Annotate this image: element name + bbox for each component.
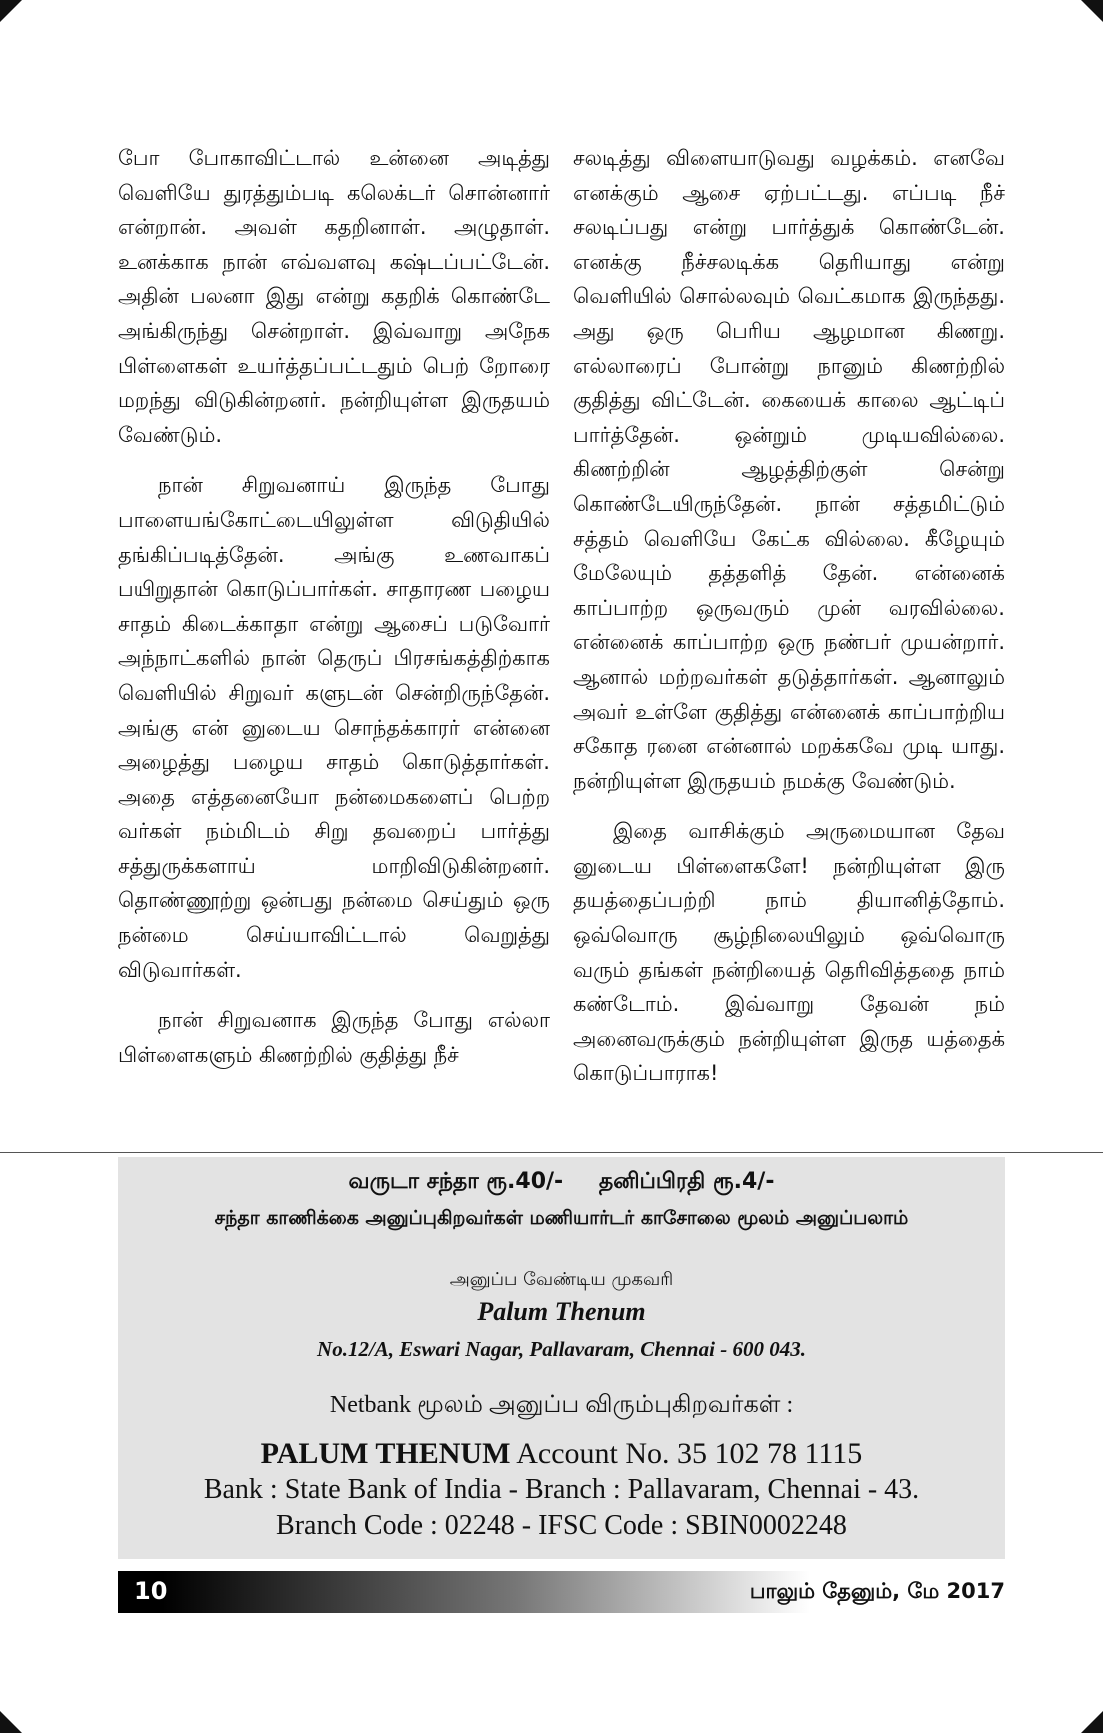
account-name: PALUM THENUM — [260, 1437, 511, 1470]
article-paragraph: நான் சிறுவனாக இருந்த போது எல்லா பிள்ளைகளும் கிணற்றில் குதித்து நீச் — [118, 1008, 550, 1067]
corner-mark-top-right — [1081, 0, 1103, 22]
corner-mark-bottom-right — [1081, 1711, 1103, 1733]
payment-note: சந்தா காணிக்கை அனுப்புகிறவர்கள் மணியார்டர் காசோலை மூலம் அனுப்பலாம் — [214, 1207, 909, 1229]
article-left-column — [118, 141, 550, 1088]
section-divider — [0, 1152, 1103, 1153]
netbank-label: Netbank மூலம் அனுப்ப விரும்புகிறவர்கள் : — [329, 1392, 794, 1418]
page-footer — [118, 1571, 1005, 1613]
article-paragraph: சலடித்து விளையாடுவது வழக்கம். எனவே எனக்கும் ஆசை ஏற்பட்டது. எப்படி நீச் சலடிப்பது என்று பார்த்துக் கொண்டேன். எனக்கு நீச்சலடிக்க தெரியாது என்று வெளியில் சொல்லவும் வெட்கமாக இருந்தது. அது ஒரு பெரிய ஆழமான கிணறு. எல்லாரைப் போன்று நானும் கிணற்றில் குதித்து விட்டேன். கையைக் காலை ஆட்டிப் பார்த்தேன். ஒன்றும் முடியவில்லை. கிணற்றின் ஆழத்திற்குள் சென்று கொண்டேயிருந்தேன். நான் சத்தமிட்டும் சத்தம் வெளியே கேட்க வில்லை. கீழேயும் மேலேயும் தத்தளித் தேன். என்னைக் காப்பாற்ற ஒருவரும் முன் வரவில்லை. என்னைக் காப்பாற்ற ஒரு நண்பர் முயன்றார். ஆனால் மற்றவர்கள் தடுத்தார்கள். ஆனாலும் அவர் உள்ளே குதித்து என்னைக் காப்பாற்றிய சகோத ரனை என்னால் மறக்கவே முடி யாது. நன்றியுள்ள இருதயம் நமக்கு வேண்டும். — [573, 146, 1005, 793]
corner-mark-bottom-left — [0, 1711, 22, 1733]
account-number: Account No. 35 102 78 1115 — [510, 1437, 863, 1470]
article-paragraph: இதை வாசிக்கும் அருமையான தேவ னுடைய பிள்ளைகளே! நன்றியுள்ள இரு தயத்தைப்பற்றி நாம் தியானித்தோம். ஒவ்வொரு சூழ்நிலையிலும் ஒவ்வொரு வரும் தங்கள் நன்றியைத் தெரிவித்ததை நாம் கண்டோம். இவ்வாறு தேவன் நம் அனைவருக்கும் நன்றியுள்ள இருத யத்தைக் கொடுப்பாராக! — [573, 819, 1005, 1086]
organization-name: Palum Thenum — [477, 1297, 646, 1326]
corner-mark-top-left — [0, 0, 22, 22]
page-number: 10 — [134, 1577, 168, 1605]
single-copy-price: தனிப்பிரதி ரூ.4/- — [598, 1169, 775, 1194]
send-to-label: அனுப்ப வேண்டிய முகவரி — [449, 1269, 674, 1290]
annual-subscription: வருடா சந்தா ரூ.40/- — [348, 1169, 564, 1194]
postal-address: No.12/A, Eswari Nagar, Pallavaram, Chennai - 600 043. — [317, 1337, 806, 1361]
account-line — [118, 1437, 1005, 1471]
subscription-box — [118, 1157, 1005, 1559]
bank-details: Bank : State Bank of India - Branch : Pallavaram, Chennai - 43. — [203, 1474, 920, 1505]
journal-issue: பாலும் தேனும், மே 2017 — [749, 1579, 1005, 1603]
article-right-column — [573, 141, 1005, 1107]
article-paragraph: நான் சிறுவனாய் இருந்த போது பாளையங்கோட்டையிலுள்ள விடுதியில் தங்கிப்படித்தேன். அங்கு உணவாகப் பயிறுதான் கொடுப்பார்கள். சாதாரண பழைய சாதம் கிடைக்காதா என்று ஆசைப் படுவோர் அந்நாட்களில் நான் தெருப் பிரசங்கத்திற்காக வெளியில் சிறுவர் களுடன் சென்றிருந்தேன். அங்கு என் னுடைய சொந்தக்காரர் என்னை அழைத்து பழைய சாதம் கொடுத்தார்கள். அதை எத்தனையோ நன்மைகளைப் பெற்ற வர்கள் நம்மிடம் சிறு தவறைப் பார்த்து சத்துருக்களாய் மாறிவிடுகின்றனர். தொண்ணூற்று ஒன்பது நன்மை செய்தும் ஒரு நன்மை செய்யாவிட்டால் வெறுத்து விடுவார்கள். — [118, 473, 550, 982]
branch-codes: Branch Code : 02248 - IFSC Code : SBIN0002248 — [276, 1510, 847, 1541]
article-paragraph: போ போகாவிட்டால் உன்னை அடித்து வெளியே துரத்தும்படி கலெக்டர் சொன்னார் என்றான். அவள் கதறினாள். அழுதாள். உனக்காக நான் எவ்வளவு கஷ்டப்பட்டேன். அதின் பலனா இது என்று கதறிக் கொண்டே அங்கிருந்து சென்றாள். இவ்வாறு அநேக பிள்ளைகள் உயர்த்தப்பட்டதும் பெற் றோரை மறந்து விடுகின்றனர். நன்றியுள்ள இருதயம் வேண்டும். — [118, 146, 550, 447]
subscription-rates — [118, 1169, 1005, 1197]
